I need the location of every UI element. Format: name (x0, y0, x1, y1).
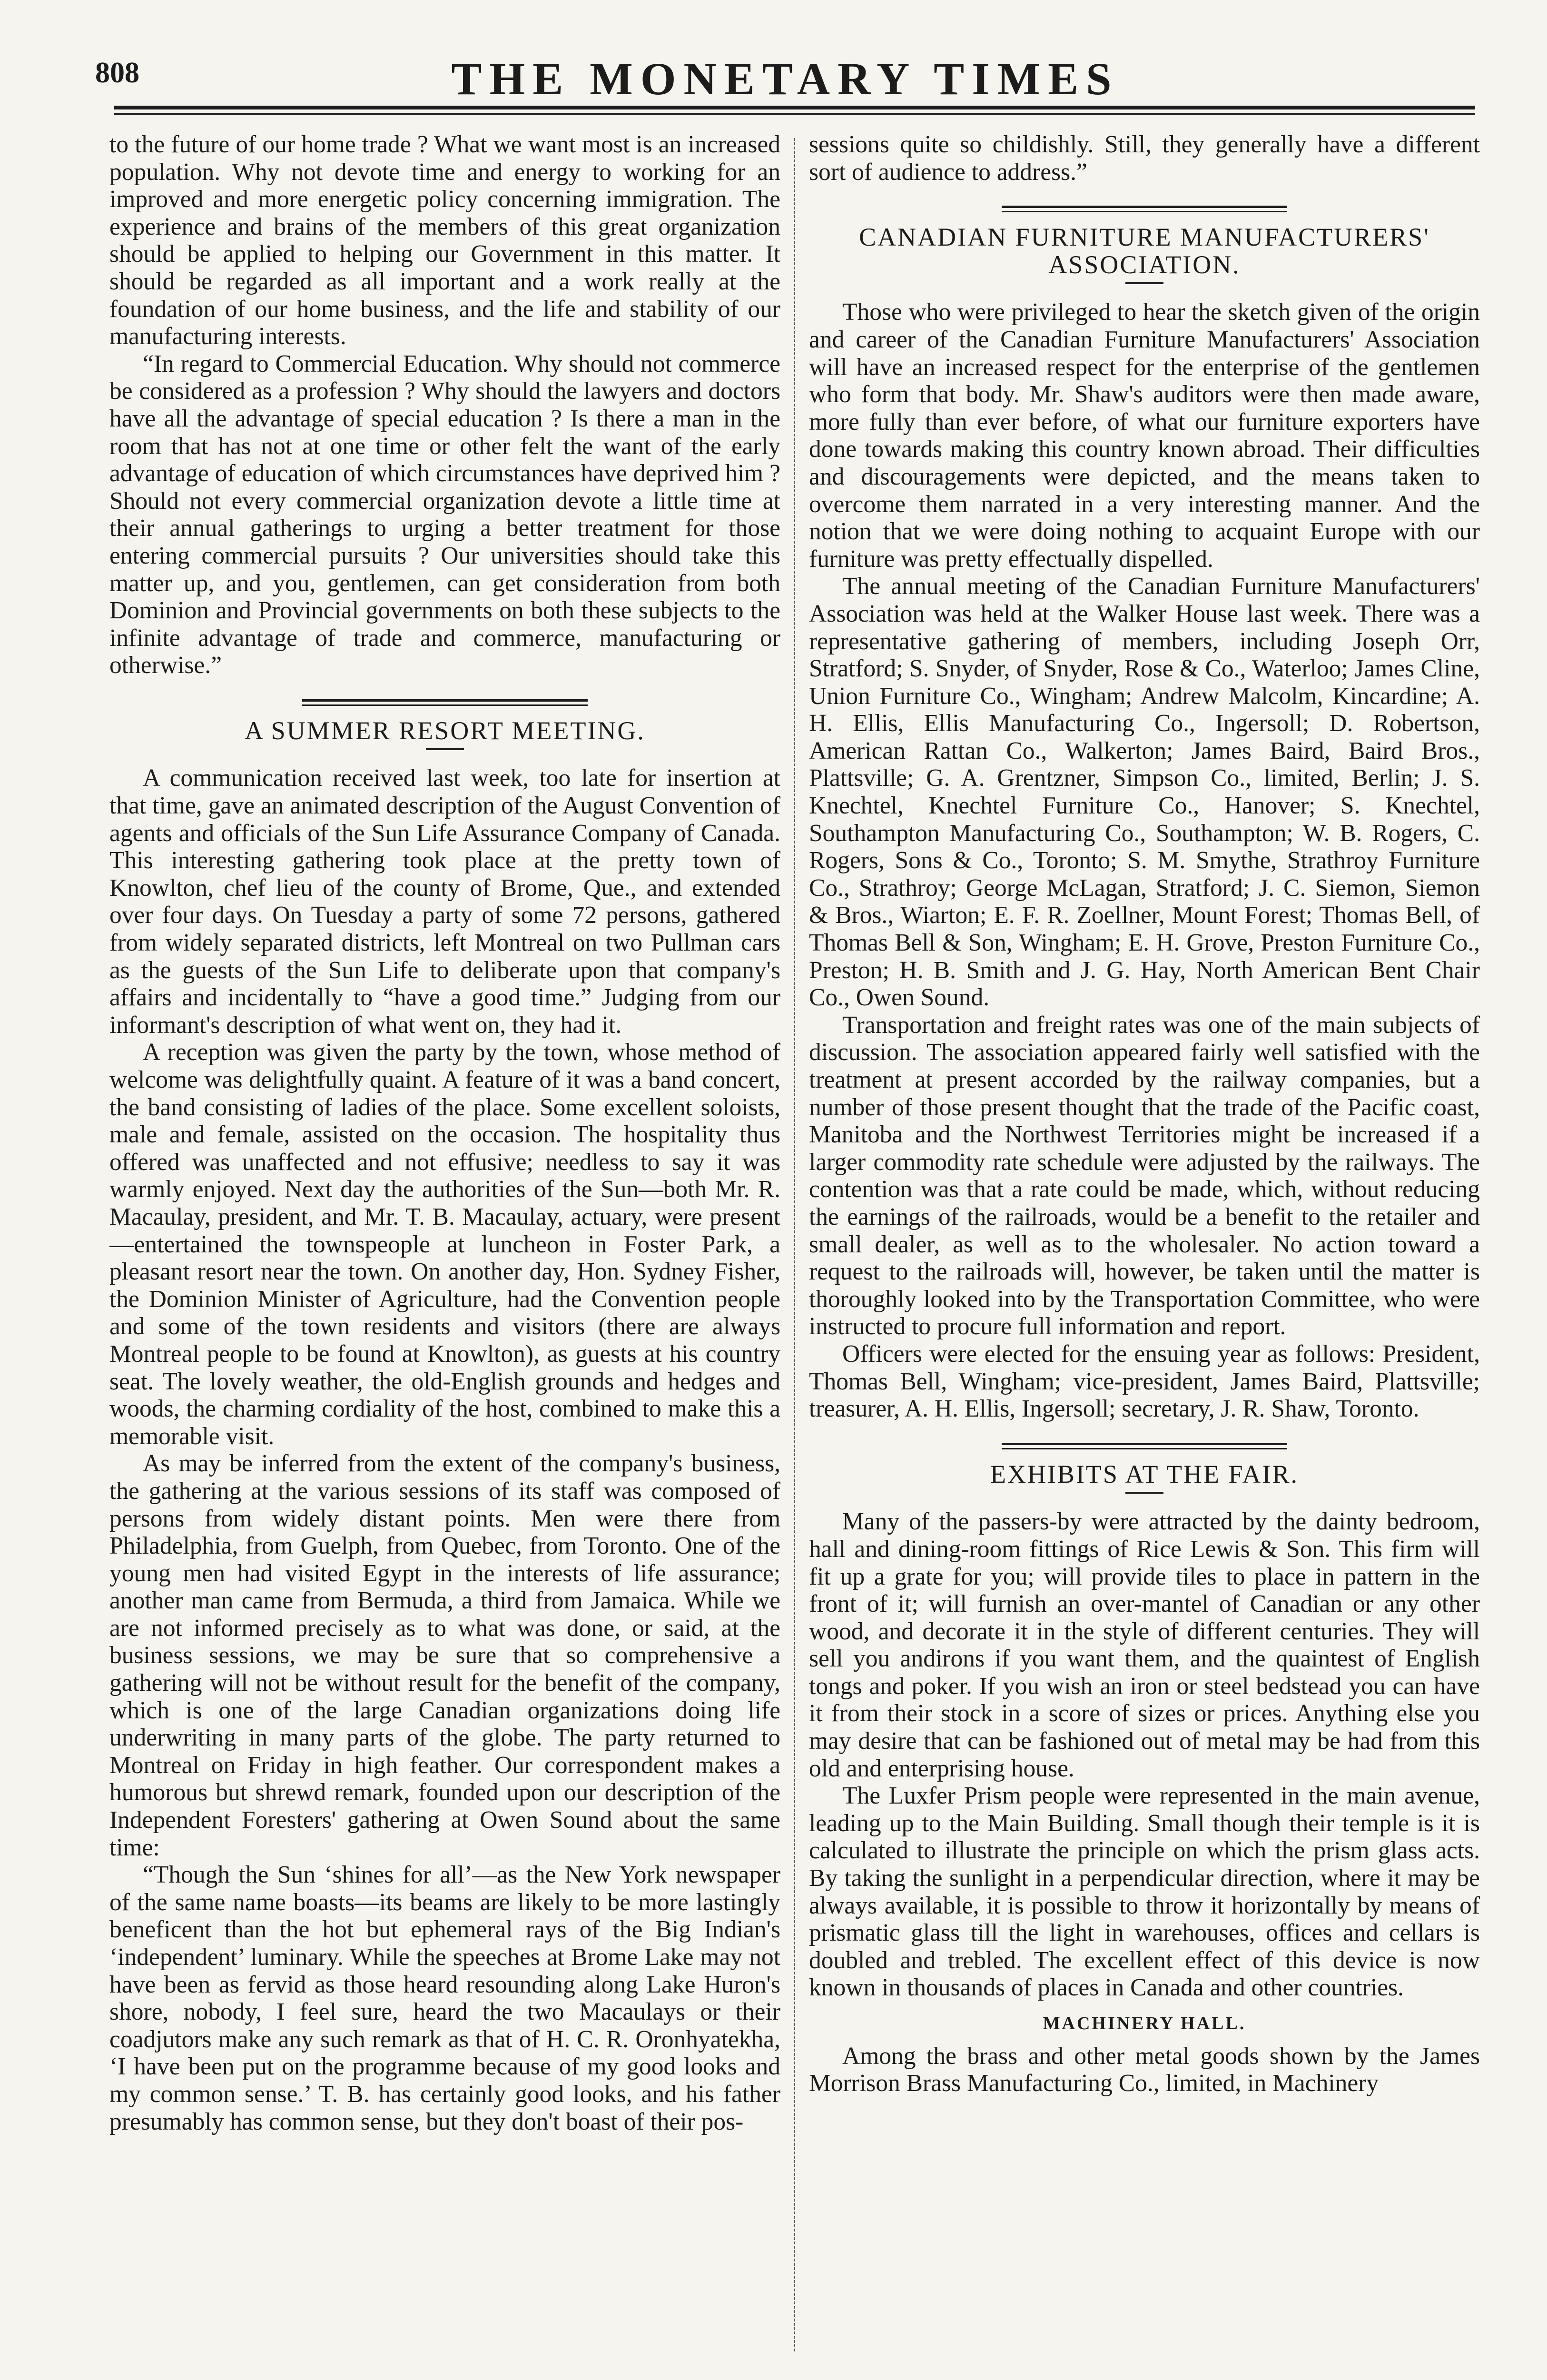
paragraph: The annual meeting of the Canadian Furniture Manufacturers' Association was held at the Walker House last week. There was a representative gathering of members, including Joseph Orr, Stratford; S. Snyder, of Snyder, Rose & Co., Waterloo; James Cline, Union Furniture Co., Wingham; Andrew Malcolm, Kincardine; A. H. Ellis, Ellis Manufacturing Co., Ingersoll; D. Robertson, American Rattan Co., Walkerton; James Baird, Baird Bros., Plattsville; G. A. Grentzner, Simpson Co., limited, Berlin; J. S. Knechtel, Knechtel Furniture Co., Hanover; S. Knechtel, Southampton Manufacturing Co., Southampton; W. B. Rogers, C. Rogers, Sons & Co., Toronto; S. M. Smythe, Strathroy Furniture Co., Strathroy; George McLagan, Stratford; J. C. Siemon, Siemon & Bros., Wiarton; E. F. R. Zoellner, Mount Forest; Thomas Bell, of Thomas Bell & Son, Wingham; E. H. Grove, Preston Furniture Co., Preston; H. B. Smith and J. G. Hay, North American Bent Chair Co., Owen Sound. (809, 573, 1480, 1012)
paragraph: A communication received last week, too late for insertion at that time, gave an animated description of the August Convention of agents and officials of the Sun Life Assurance Company of Canada. This interesting gathering took place at the pretty town of Knowlton, chef lieu of the county of Brome, Que., and extended over four days. On Tuesday a party of some 72 persons, gathered from widely separated districts, left Montreal on two Pullman cars as the guests of the Sun Life to deliberate upon that company's affairs and incidentally to “have a good time.” Judging from our informant's description of what went on, they had it. (109, 764, 780, 1039)
paragraph: Those who were privileged to hear the sketch given of the origin and career of the Canadian Furniture Manufacturers' Association will have an increased respect for the enterprise of the gentlemen who form that body. Mr. Shaw's auditors were then made aware, more fully than ever before, of what our furniture exporters have done towards making this country known abroad. Their difficulties and discouragements were depicted, and the means taken to overcome them narrated in a very interesting manner. And the notion that we were doing nothing to acquaint Europe with our furniture was pretty effectually dispelled. (809, 298, 1480, 573)
column-divider (794, 138, 795, 2351)
right-column (809, 131, 1480, 2378)
paragraph: to the future of our home trade ? What we want most is an increased population. Why not devote time and energy to working for an improved and more energetic policy concerning immigration. The experience and brains of the members of this great organization should be applied to helping our Government in this matter. It should be regarded as all important and a work really at the foundation of our home business, and the life and stability of our manufacturing interests. (109, 131, 780, 350)
paragraph: Transportation and freight rates was one of the main subjects of discussion. The association appeared fairly well satisfied with the treatment at present accorded by the railway companies, but a number of those present thought that the trade of the Pacific coast, Manitoba and the Northwest Territories might be increased if a larger commodity rate schedule were adjusted by the railways. The contention was that a rate could be made, which, without reducing the earnings of the railroads, would be a benefit to the retailer and small dealer, as well as to the wholesaler. No action toward a request to the railroads will, however, be taken until the matter is thoroughly looked into by the Transportation Committee, who were instructed to procure full information and report. (809, 1011, 1480, 1340)
section-divider (1002, 1443, 1287, 1449)
section-title: A SUMMER RESORT MEETING. (245, 716, 645, 745)
left-column (109, 131, 780, 2378)
paragraph: sessions quite so childishly. Still, they generally have a different sort of audience to address.” (809, 131, 1480, 186)
title-dash (426, 748, 464, 750)
paragraph: As may be inferred from the extent of the company's business, the gathering at the various sessions of its staff was composed of persons from widely distant points. Men were there from Philadelphia, from Guelph, from Quebec, from Toronto. One of the young men had visited Egypt in the interests of life assurance; another man came from Bermuda, a third from Jamaica. While we are not informed precisely as to what was done, or said, at the business sessions, we may be sure that so comprehensive a gathering will not be without result for the benefit of the company, which is one of the large Canadian organizations doing life underwriting in many parts of the globe. The party returned to Montreal on Friday in high feather. Our correspondent makes a humorous but shrewd remark, founded upon our description of the Independent Foresters' gathering at Owen Sound about the same time: (109, 1450, 780, 1861)
paragraph: Officers were elected for the ensuing year as follows: President, Thomas Bell, Wingham; vice-president, James Baird, Plattsville; treasurer, A. H. Ellis, Ingersoll; secretary, J. R. Shaw, Toronto. (809, 1340, 1480, 1423)
section-divider (1002, 206, 1287, 212)
section-title: CANADIAN FURNITURE MANUFACTURERS' ASSOCIATION. (859, 223, 1430, 279)
paragraph: “Though the Sun ‘shines for all’—as the New York newspaper of the same name boasts—its beams are likely to be more lastingly beneficent than the hot but ephemeral rays of the Big Indian's ‘independent’ luminary. While the speeches at Brome Lake may not have been as fervid as those heard resounding along Lake Huron's shore, nobody, I feel sure, heard the two Macaulays or their coadjutors make any such remark as that of H. C. R. Oronhyatekha, ‘I have been put on the programme because of my good looks and my common sense.’ T. B. has certainly good looks, and his father presumably has common sense, but they don't boast of their pos- (109, 1861, 780, 2135)
title-dash (1125, 282, 1163, 284)
section-title: EXHIBITS AT THE FAIR. (990, 1459, 1299, 1488)
masthead-title: THE MONETARY TIMES (451, 53, 1119, 104)
paragraph: “In regard to Commercial Education. Why should not commerce be considered as a profession ? Why should the lawyers and doctors have all the advantage of special education ? Is there a man in the room that has not at one time or other felt the want of the early advantage of education of which circumstances have deprived him ? Should not every commercial organization devote a little time at their annual gatherings to urging a better treatment for those entering commercial pursuits ? Our universities should take this matter up, and you, gentlemen, can get consideration from both Dominion and Provincial governments on both these subjects to the infinite advantage of trade and commerce, manufacturing or otherwise.” (109, 350, 780, 679)
page-number: 808 (95, 57, 139, 89)
paragraph: A reception was given the party by the town, whose method of welcome was delightfully quaint. A feature of it was a band concert, the band consisting of ladies of the place. Some excellent soloists, male and female, assisted on the occasion. The hospitality thus offered was unaffected and not effusive; needless to say it was warmly enjoyed. Next day the authorities of the Sun—both Mr. R. Macaulay, president, and Mr. T. B. Macaulay, actuary, were present—entertained the townspeople at luncheon in Foster Park, a pleasant resort near the town. On another day, Hon. Sydney Fisher, the Dominion Minister of Agriculture, had the Convention people and some of the town residents and visitors (there are always Montreal people to be found at Knowlton), as guests at his country seat. The lovely weather, the old-English grounds and hedges and woods, the charming cordiality of the host, combined to make this a memorable visit. (109, 1039, 780, 1450)
header-rule (114, 106, 1475, 115)
paragraph: Many of the passers-by were attracted by the dainty bedroom, hall and dining-room fittings of Rice Lewis & Son. This firm will fit up a grate for you; will provide tiles to place in pattern in the front of it; will furnish an over-mantel of Canadian or any other wood, and decorate it in the style of different centuries. They will sell you andirons if you want them, and the quaintest of English tongs and poker. If you wish an iron or steel bedstead you can have it from their stock in a score of sizes or prices. Anything else you may desire that can be fashioned out of metal may be had from this old and enterprising house. (809, 1508, 1480, 1782)
paragraph: The Luxfer Prism people were represented in the main avenue, leading up to the Main Building. Small though their temple is it is calculated to illustrate the principle on which the prism glass acts. By taking the sunlight in a perpendicular direction, where it may be always available, it is possible to throw it horizontally by means of prismatic glass till the light in warehouses, offices and cellars is doubled and trebled. The excellent effect of this device is now known in thousands of places in Canada and other countries. (809, 1782, 1480, 2002)
title-dash (1125, 1492, 1163, 1494)
page-header (95, 52, 1475, 105)
paragraph: Among the brass and other metal goods shown by the James Morrison Brass Manufacturing Co., limited, in Machinery (809, 2042, 1480, 2097)
section-divider (302, 699, 588, 706)
subhead: MACHINERY HALL. (1043, 2013, 1246, 2033)
